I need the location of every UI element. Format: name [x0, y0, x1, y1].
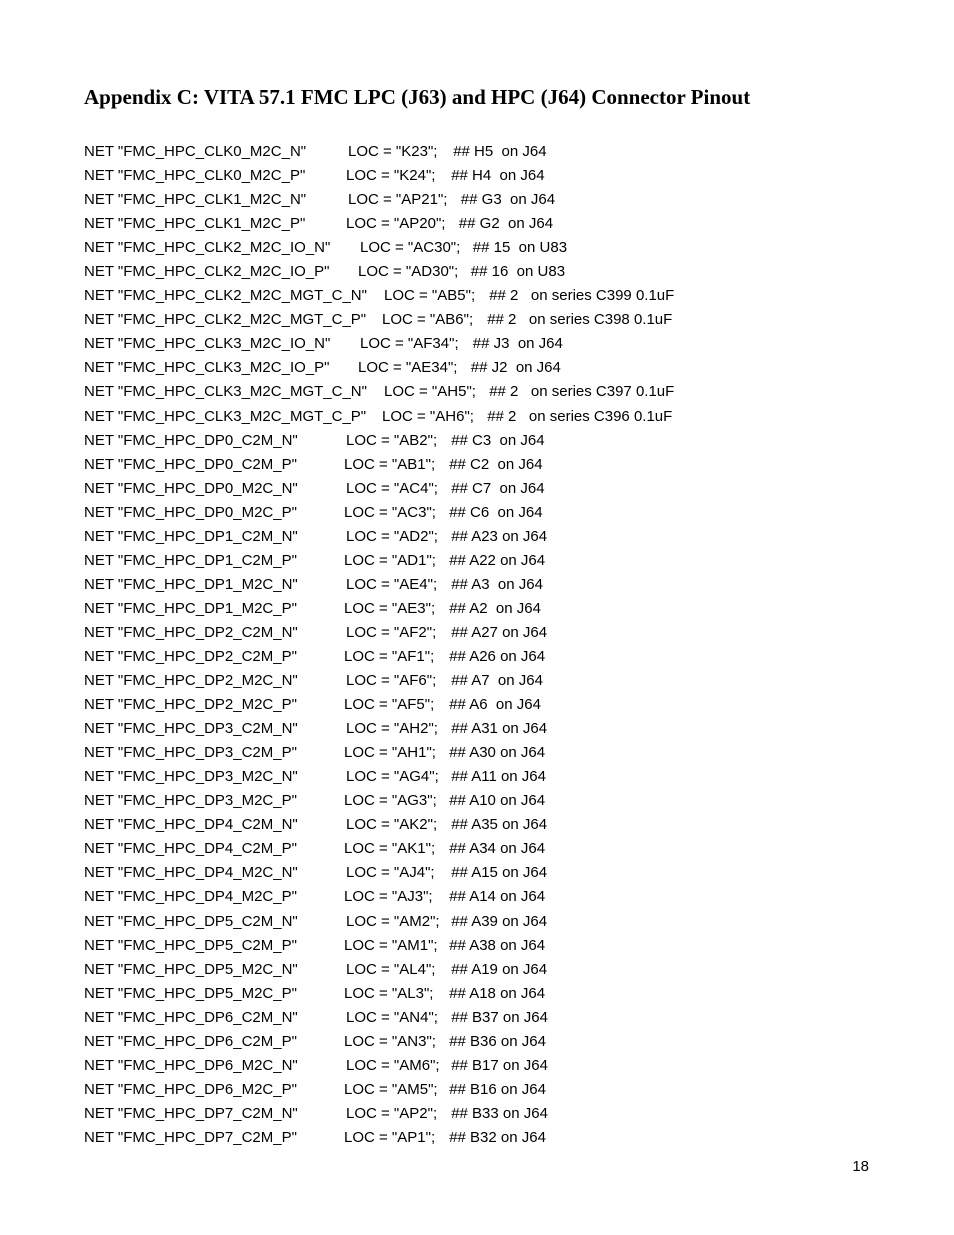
- loc-value: LOC = "AM1";: [344, 936, 438, 954]
- net-name: NET "FMC_HPC_DP3_M2C_N": [84, 768, 298, 786]
- loc-value: LOC = "AF34";: [360, 335, 459, 353]
- pinout-row: [84, 381, 884, 405]
- loc-value: LOC = "AJ4";: [346, 864, 435, 882]
- pinout-row: [84, 718, 884, 742]
- pin-comment: ## 2 on series C397 0.1uF: [489, 383, 675, 401]
- loc-value: LOC = "K23";: [348, 143, 438, 160]
- pin-comment: ## A6 on J64: [449, 696, 541, 714]
- net-name: NET "FMC_HPC_DP0_M2C_P": [84, 503, 297, 521]
- loc-value: LOC = "AD2";: [346, 527, 438, 545]
- loc-value: LOC = "AH2";: [346, 720, 438, 738]
- loc-value: LOC = "AH5";: [384, 383, 476, 401]
- net-name: NET "FMC_HPC_DP5_C2M_N": [84, 912, 298, 930]
- pinout-row: [84, 309, 884, 333]
- pinout-row: [84, 838, 884, 862]
- loc-value: LOC = "AE3";: [344, 599, 436, 617]
- net-name: NET "FMC_HPC_CLK2_M2C_IO_P": [84, 263, 330, 281]
- net-name: NET "FMC_HPC_DP7_C2M_P": [84, 1128, 297, 1146]
- page-title: Appendix C: VITA 57.1 FMC LPC (J63) and HPC (J64) Connector Pinout: [84, 85, 751, 109]
- pin-comment: ## 2 on series C398 0.1uF: [487, 311, 673, 329]
- pin-comment: ## A30 on J64: [449, 744, 546, 762]
- loc-value: LOC = "AM6";: [346, 1056, 440, 1074]
- net-name: NET "FMC_HPC_CLK2_M2C_IO_N": [84, 239, 331, 257]
- loc-value: LOC = "AB5";: [384, 287, 476, 305]
- pinout-row: [84, 406, 884, 430]
- pin-comment: ## A14 on J64: [449, 888, 546, 906]
- loc-value: LOC = "AJ3";: [344, 888, 433, 906]
- loc-value: LOC = "AF6";: [346, 672, 437, 690]
- net-name: NET "FMC_HPC_DP5_M2C_N": [84, 960, 298, 978]
- pinout-row: [84, 261, 884, 285]
- pin-comment: ## 15 on U83: [472, 239, 568, 257]
- pinout-row: [84, 670, 884, 694]
- pin-comment: ## B33 on J64: [451, 1104, 548, 1122]
- net-name: NET "FMC_HPC_DP2_M2C_P": [84, 696, 297, 714]
- pin-comment: ## C7 on J64: [451, 479, 545, 497]
- pinout-row: [84, 357, 884, 381]
- net-name: NET "FMC_HPC_CLK3_M2C_IO_N": [84, 335, 331, 353]
- loc-value: LOC = "AF2";: [346, 623, 437, 641]
- net-name: NET "FMC_HPC_DP4_C2M_N": [84, 816, 298, 834]
- pin-comment: ## C6 on J64: [449, 503, 543, 521]
- loc-value: LOC = "AP2";: [346, 1104, 438, 1122]
- net-name: NET "FMC_HPC_DP0_C2M_P": [84, 455, 297, 473]
- pinout-row: [84, 1007, 884, 1031]
- net-name: NET "FMC_HPC_CLK0_M2C_N": [84, 143, 307, 160]
- loc-value: LOC = "AD1";: [344, 551, 436, 569]
- net-name: NET "FMC_HPC_CLK1_M2C_P": [84, 215, 306, 233]
- pinout-row: [84, 790, 884, 814]
- net-name: NET "FMC_HPC_DP7_C2M_N": [84, 1104, 298, 1122]
- pinout-row: [84, 502, 884, 526]
- pin-comment: ## A38 on J64: [449, 936, 546, 954]
- pinout-row: [84, 742, 884, 766]
- net-name: NET "FMC_HPC_CLK3_M2C_IO_P": [84, 359, 330, 377]
- net-name: NET "FMC_HPC_DP6_M2C_P": [84, 1080, 297, 1098]
- pinout-row: [84, 1055, 884, 1079]
- pin-comment: ## B17 on J64: [451, 1056, 548, 1074]
- loc-value: LOC = "AG4";: [346, 768, 439, 786]
- net-name: NET "FMC_HPC_CLK1_M2C_N": [84, 191, 307, 209]
- loc-value: LOC = "AL3";: [344, 984, 434, 1002]
- pinout-row: [84, 598, 884, 622]
- net-name: NET "FMC_HPC_DP6_M2C_N": [84, 1056, 298, 1074]
- pinout-row: [84, 694, 884, 718]
- pinout-row: [84, 213, 884, 237]
- pin-comment: ## A18 on J64: [449, 984, 546, 1002]
- pinout-row: [84, 285, 884, 309]
- pin-comment: ## A19 on J64: [451, 960, 548, 978]
- pinout-row: [84, 1103, 884, 1127]
- pin-comment: ## A31 on J64: [451, 720, 548, 738]
- loc-value: LOC = "AM2";: [346, 912, 440, 930]
- pin-comment: ## A2 on J64: [449, 599, 541, 617]
- net-name: NET "FMC_HPC_DP0_M2C_N": [84, 479, 298, 497]
- pin-comment: ## 2 on series C399 0.1uF: [489, 287, 675, 305]
- loc-value: LOC = "AC3";: [344, 503, 436, 521]
- net-name: NET "FMC_HPC_DP3_M2C_P": [84, 792, 297, 810]
- pin-comment: ## 2 on series C396 0.1uF: [487, 407, 673, 425]
- net-name: NET "FMC_HPC_DP5_M2C_P": [84, 984, 297, 1002]
- pin-comment: ## A39 on J64: [451, 912, 548, 930]
- net-name: NET "FMC_HPC_DP1_M2C_P": [84, 599, 297, 617]
- pin-comment: ## 16 on U83: [470, 263, 566, 281]
- pin-comment: ## G2 on J64: [458, 215, 554, 233]
- pin-comment: ## A35 on J64: [451, 816, 548, 834]
- net-name: NET "FMC_HPC_CLK3_M2C_MGT_C_P": [84, 407, 367, 425]
- pin-comment: ## J2 on J64: [470, 359, 561, 377]
- net-name: NET "FMC_HPC_DP0_C2M_N": [84, 431, 298, 449]
- net-name: NET "FMC_HPC_DP2_C2M_N": [84, 623, 298, 641]
- pin-comment: ## A26 on J64: [449, 647, 546, 665]
- pin-comment: ## B36 on J64: [449, 1032, 546, 1050]
- loc-value: LOC = "K24";: [346, 167, 436, 185]
- loc-value: LOC = "AB1";: [344, 455, 436, 473]
- net-name: NET "FMC_HPC_DP3_C2M_N": [84, 720, 298, 738]
- loc-value: LOC = "AP21";: [348, 191, 448, 209]
- pinout-row: [84, 911, 884, 935]
- pinout-row: [84, 935, 884, 959]
- pinout-row: [84, 886, 884, 910]
- pin-comment: ## B37 on J64: [451, 1008, 548, 1026]
- pin-comment: ## J3 on J64: [472, 335, 563, 353]
- loc-value: LOC = "AE34";: [358, 359, 458, 377]
- pinout-row: [84, 1031, 884, 1055]
- pinout-row: [84, 646, 884, 670]
- pinout-row: [84, 862, 884, 886]
- net-name: NET "FMC_HPC_CLK0_M2C_P": [84, 167, 306, 185]
- pinout-row: [84, 430, 884, 454]
- loc-value: LOC = "AG3";: [344, 792, 437, 810]
- net-name: NET "FMC_HPC_DP5_C2M_P": [84, 936, 297, 954]
- pinout-row: [84, 454, 884, 478]
- loc-value: LOC = "AD30";: [358, 263, 459, 281]
- pinout-row: [84, 141, 884, 165]
- pinout-row: [84, 526, 884, 550]
- pinout-row: [84, 1079, 884, 1103]
- net-name: NET "FMC_HPC_DP2_C2M_P": [84, 647, 297, 665]
- pin-comment: ## A3 on J64: [451, 575, 543, 593]
- net-name: NET "FMC_HPC_DP6_C2M_N": [84, 1008, 298, 1026]
- pin-comment: ## B32 on J64: [449, 1128, 546, 1146]
- pin-comment: ## G3 on J64: [460, 191, 556, 209]
- loc-value: LOC = "AH1";: [344, 744, 436, 762]
- net-name: NET "FMC_HPC_CLK2_M2C_MGT_C_P": [84, 311, 367, 329]
- pinout-row: [84, 478, 884, 502]
- loc-value: LOC = "AN3";: [344, 1032, 436, 1050]
- net-name: NET "FMC_HPC_DP1_C2M_P": [84, 551, 297, 569]
- pinout-row: [84, 165, 884, 189]
- pin-comment: ## C3 on J64: [451, 431, 545, 449]
- pinout-row: [84, 983, 884, 1007]
- pin-comment: ## A15 on J64: [451, 864, 548, 882]
- pinout-row: [84, 189, 884, 213]
- page-number: 18: [852, 1158, 869, 1175]
- loc-value: LOC = "AC30";: [360, 239, 461, 257]
- loc-value: LOC = "AF5";: [344, 696, 435, 714]
- net-name: NET "FMC_HPC_CLK3_M2C_MGT_C_N": [84, 383, 367, 401]
- loc-value: LOC = "AB2";: [346, 431, 438, 449]
- pinout-row: [84, 333, 884, 357]
- pin-comment: ## B16 on J64: [449, 1080, 546, 1098]
- pin-comment: ## A23 on J64: [451, 527, 548, 545]
- loc-value: LOC = "AC4";: [346, 479, 438, 497]
- pin-comment: ## H4 on J64: [451, 167, 545, 185]
- pinout-row: [84, 766, 884, 790]
- loc-value: LOC = "AK1";: [344, 840, 436, 858]
- loc-value: LOC = "AL4";: [346, 960, 436, 978]
- pin-comment: ## A34 on J64: [449, 840, 546, 858]
- net-name: NET "FMC_HPC_DP4_C2M_P": [84, 840, 297, 858]
- pin-comment: ## H5 on J64: [453, 143, 547, 160]
- pin-comment: ## A11 on J64: [451, 768, 546, 786]
- net-name: NET "FMC_HPC_DP1_M2C_N": [84, 575, 298, 593]
- loc-value: LOC = "AP1";: [344, 1128, 436, 1146]
- pinout-row: [84, 814, 884, 838]
- pinout-row: [84, 622, 884, 646]
- net-name: NET "FMC_HPC_DP6_C2M_P": [84, 1032, 297, 1050]
- loc-value: LOC = "AB6";: [382, 311, 474, 329]
- pin-comment: ## A27 on J64: [451, 623, 548, 641]
- net-name: NET "FMC_HPC_CLK2_M2C_MGT_C_N": [84, 287, 367, 305]
- net-name: NET "FMC_HPC_DP1_C2M_N": [84, 527, 298, 545]
- pinout-row: [84, 1127, 884, 1151]
- net-name: NET "FMC_HPC_DP3_C2M_P": [84, 744, 297, 762]
- pinout-row: [84, 959, 884, 983]
- loc-value: LOC = "AM5";: [344, 1080, 438, 1098]
- net-name: NET "FMC_HPC_DP2_M2C_N": [84, 672, 298, 690]
- net-name: NET "FMC_HPC_DP4_M2C_N": [84, 864, 298, 882]
- pin-comment: ## C2 on J64: [449, 455, 543, 473]
- pinout-list: [84, 141, 884, 1151]
- loc-value: LOC = "AE4";: [346, 575, 438, 593]
- loc-value: LOC = "AK2";: [346, 816, 438, 834]
- loc-value: LOC = "AN4";: [346, 1008, 438, 1026]
- pinout-row: [84, 550, 884, 574]
- pin-comment: ## A10 on J64: [449, 792, 546, 810]
- net-name: NET "FMC_HPC_DP4_M2C_P": [84, 888, 297, 906]
- loc-value: LOC = "AH6";: [382, 407, 474, 425]
- pinout-row: [84, 574, 884, 598]
- loc-value: LOC = "AF1";: [344, 647, 435, 665]
- pin-comment: ## A7 on J64: [451, 672, 543, 690]
- loc-value: LOC = "AP20";: [346, 215, 446, 233]
- pin-comment: ## A22 on J64: [449, 551, 546, 569]
- pinout-row: [84, 237, 884, 261]
